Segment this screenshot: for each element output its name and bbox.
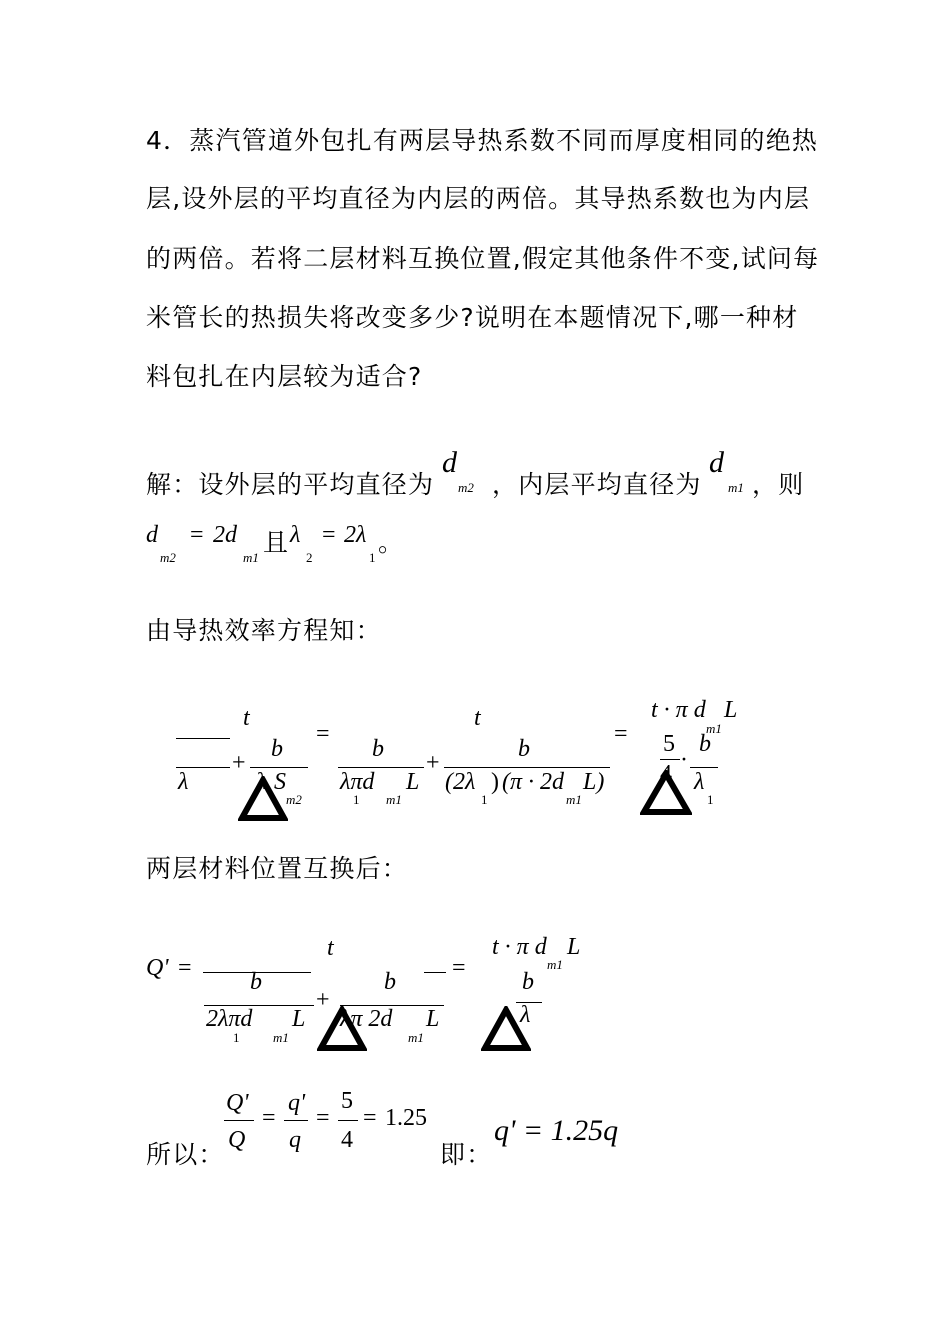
- subscript-m1: m1: [728, 480, 744, 495]
- eq2-b-2: b: [384, 969, 396, 995]
- solution-intro-a: 解：设外层的平均直径为: [146, 470, 435, 499]
- symbol-d-outer: d: [442, 446, 457, 479]
- rel-2lambda: 2λ: [344, 522, 367, 548]
- res-Qp: Q': [226, 1090, 249, 1116]
- eq2-2lampid: 2λπd: [206, 1006, 253, 1032]
- eq1-sub-m1a: m1: [386, 792, 402, 807]
- rel-lambda: λ: [290, 522, 301, 548]
- eq2-sub-m1c: m1: [547, 957, 563, 972]
- symbol-d-inner: d: [709, 446, 724, 479]
- eq1-five: 5: [663, 731, 675, 757]
- eq1-frac-line-g: [690, 767, 718, 768]
- rel-and: 且: [263, 528, 290, 557]
- rel-sub-1: 1: [369, 550, 376, 565]
- eq2-L-3: L: [567, 934, 581, 960]
- res-frac-line-3: [338, 1120, 358, 1121]
- eq2-frac-line-d: [424, 972, 446, 973]
- eq1-lambda: λ: [178, 769, 189, 795]
- eq1-L-3: L: [724, 697, 738, 723]
- rel-2d: 2d: [213, 522, 237, 548]
- eq2-sub-m1a: m1: [273, 1030, 289, 1045]
- eq2-tpid: t · π d: [492, 934, 547, 960]
- delta-icon: [317, 1006, 367, 1052]
- eq1-b-4: b: [699, 731, 711, 757]
- problem-line-5: 料包扎在内层较为适合?: [146, 362, 423, 391]
- problem-line-1: 4．蒸汽管道外包扎有两层导热系数不同而厚度相同的绝热: [146, 126, 819, 155]
- eq1-eq-2: =: [614, 721, 628, 747]
- eq1-sub-m1c: m1: [706, 721, 722, 736]
- eq2-eq-1: =: [178, 955, 192, 981]
- res-qp: q': [288, 1090, 306, 1116]
- rel-sub-m1: m1: [243, 550, 259, 565]
- eq1-t: t: [243, 705, 250, 731]
- swap-intro: 两层材料位置互换后：: [146, 854, 409, 883]
- res-frac-line-2: [284, 1120, 308, 1121]
- res-q: q: [289, 1127, 301, 1153]
- eq1-S: S: [274, 769, 286, 795]
- solution-intro-c: ，则: [752, 470, 805, 499]
- eq1-b-1: b: [271, 736, 283, 762]
- rel-d: d: [146, 522, 158, 548]
- eq1-lambda-S: λ: [256, 769, 267, 795]
- eq1-frac-line-f: [660, 759, 680, 760]
- eq1-t-2: t: [474, 705, 481, 731]
- eq1-sub-1b: 1: [481, 792, 488, 807]
- eq1-frac-line-b: [176, 767, 230, 768]
- eq2-b-3: b: [522, 969, 534, 995]
- res-eq-1: =: [262, 1105, 276, 1131]
- eq1-pi-2d: (π · 2d: [502, 769, 565, 795]
- eq1-b-2: b: [372, 736, 384, 762]
- eq1-b-3: b: [518, 736, 530, 762]
- problem-line-2: 层,设外层的平均直径为内层的两倍。其导热系数也为内层: [146, 184, 811, 213]
- solution-intro-b: ，内层平均直径为: [492, 470, 702, 499]
- label-so: 所以：: [146, 1140, 225, 1169]
- eq1-sub-m2: m2: [286, 792, 302, 807]
- rel-eq-2: =: [322, 522, 336, 548]
- res-five: 5: [341, 1088, 353, 1114]
- eq1-four: 4: [660, 761, 672, 787]
- eq2-L-1: L: [292, 1006, 306, 1032]
- eq1-2lambda: (2λ: [445, 769, 476, 795]
- rel-sub-2: 2: [306, 550, 313, 565]
- eq1-sub-1c: 1: [707, 792, 714, 807]
- delta-icon: [481, 1006, 531, 1052]
- eq2-L-2: L: [426, 1006, 440, 1032]
- res-eq-2: =: [316, 1105, 330, 1131]
- eq1-plus-2: +: [426, 750, 440, 776]
- subscript-m2: m2: [458, 480, 474, 495]
- eq1-lampid: λπd: [340, 769, 375, 795]
- eq1-eq-1: =: [316, 721, 330, 747]
- delta-icon: [238, 776, 288, 822]
- eq1-sub-m1b: m1: [566, 792, 582, 807]
- eq1-sub-1a: 1: [353, 792, 360, 807]
- res-Q: Q: [228, 1127, 246, 1153]
- eq2-lambda: λ: [520, 1002, 531, 1028]
- eq1-dot: ·: [680, 747, 688, 773]
- eq2-t: t: [327, 935, 334, 961]
- res-eq-3: =: [363, 1105, 377, 1131]
- eq1-plus-1: +: [232, 750, 246, 776]
- rel-end-mark: 。: [378, 528, 405, 557]
- eq1-tpid: t · π d: [651, 697, 706, 723]
- rel-eq-1: =: [190, 522, 204, 548]
- eq1-frac-line-c: [250, 767, 308, 768]
- eq1-frac-line-a: [176, 738, 230, 739]
- problem-line-4: 米管长的热损失将改变多少?说明在本题情况下,哪一种材: [146, 303, 799, 332]
- eq2-sub-1: 1: [233, 1030, 240, 1045]
- eq2-sub-m1b: m1: [408, 1030, 424, 1045]
- problem-line-3: 的两倍。若将二层材料互换位置,假定其他条件不变,试问每: [146, 244, 820, 273]
- eq1-frac-line-d: [338, 767, 424, 768]
- res-value: 1.25: [385, 1105, 427, 1131]
- eq2-eq-2: =: [452, 955, 466, 981]
- eq1-L-1: L: [406, 769, 420, 795]
- eq1-L-2: L): [583, 769, 605, 795]
- res-frac-line-1: [224, 1120, 254, 1121]
- eq1-close-paren: ): [491, 769, 499, 795]
- eq2-lampi2d: λπ 2d: [340, 1006, 393, 1032]
- rel-sub-m2: m2: [160, 550, 176, 565]
- eq2-b-1: b: [250, 969, 262, 995]
- eq1-frac-line-e: [444, 767, 610, 768]
- res-four: 4: [341, 1127, 353, 1153]
- delta-icon: [640, 770, 692, 816]
- eq2-plus: +: [316, 987, 330, 1013]
- label-ie: 即：: [440, 1140, 493, 1169]
- eq2-Qp: Q': [146, 955, 169, 981]
- final-equation: q' = 1.25q: [494, 1114, 619, 1147]
- eq1-lambda-3: λ: [694, 769, 705, 795]
- equation-intro: 由导热效率方程知：: [146, 616, 382, 645]
